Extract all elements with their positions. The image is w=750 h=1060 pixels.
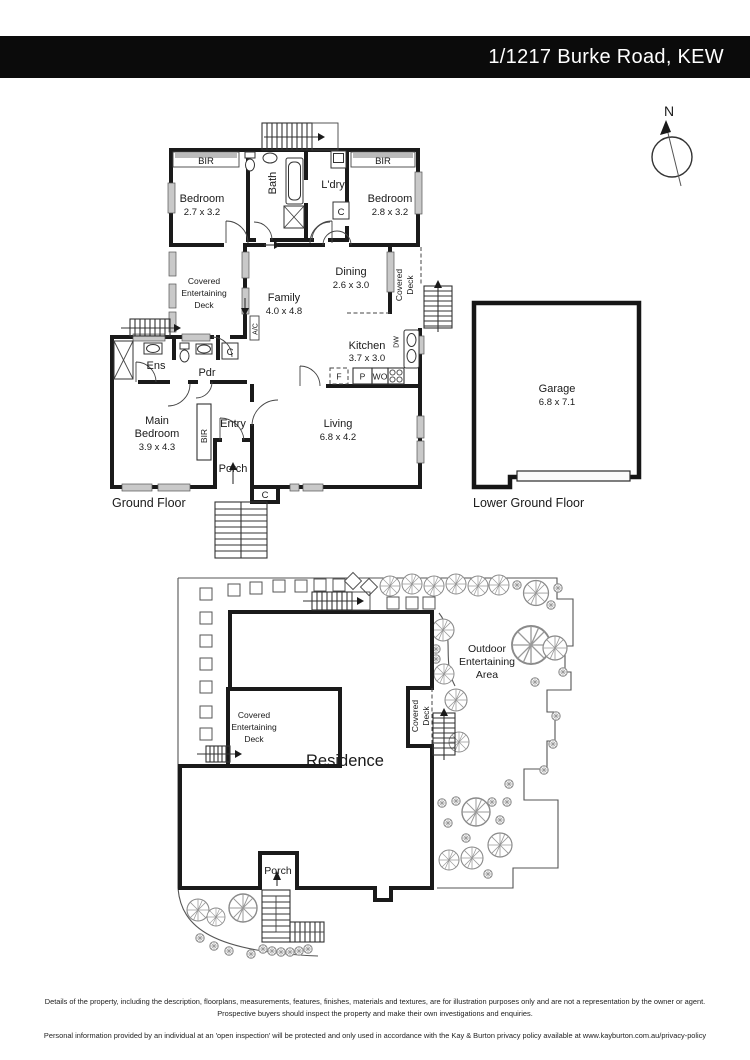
- label-site-deck-2: Entertaining: [231, 722, 277, 732]
- label-garage-dims: 6.8 x 7.1: [538, 397, 576, 408]
- label-ens: Ens: [146, 360, 166, 372]
- label-main-bed-2: Bedroom: [134, 428, 180, 440]
- lower-ground-floor-plan: [473, 303, 639, 510]
- compass: [652, 103, 692, 186]
- label-family: Family: [267, 292, 301, 304]
- label-wall-oven: WO: [372, 371, 388, 382]
- page-title: 1/1217 Burke Road, KEW: [488, 45, 724, 68]
- gf-deck-stairs-right: [421, 247, 452, 332]
- label-bedroom-left: Bedroom: [179, 193, 225, 205]
- label-dining-dims: 2.6 x 3.0: [332, 280, 370, 291]
- gf-top-stairs: [262, 123, 338, 150]
- label-dining: Dining: [335, 266, 367, 278]
- label-outdoor-1: Outdoor: [468, 643, 506, 655]
- label-ac: A/C: [252, 323, 260, 335]
- ground-floor-title: Ground Floor: [112, 496, 186, 510]
- label-covered-deck-2: Deck: [405, 275, 415, 295]
- gf-flow-arrows: [226, 241, 281, 484]
- ground-floor-plan: [112, 123, 452, 558]
- site-plan: [178, 573, 573, 959]
- garage-door: [517, 471, 630, 481]
- label-closet-bottom: C: [261, 490, 269, 501]
- label-bath: Bath: [267, 171, 279, 195]
- label-bedroom-left-dims: 2.7 x 3.2: [183, 207, 221, 218]
- label-living-dims: 6.8 x 4.2: [319, 432, 357, 443]
- label-laundry: L'dry: [321, 179, 345, 191]
- label-site-covered-deck-1: Covered: [410, 699, 420, 733]
- label-pdr: Pdr: [198, 367, 216, 379]
- label-residence: Residence: [306, 752, 384, 770]
- site-top-stairs: [303, 592, 370, 610]
- label-fridge: F: [336, 371, 342, 382]
- label-deck-line2: Entertaining: [181, 288, 227, 298]
- label-deck-line1: Covered: [187, 276, 221, 286]
- lower-ground-floor-title: Lower Ground Floor: [473, 496, 585, 510]
- gf-porch-stairs: [215, 502, 267, 558]
- label-site-covered-deck-2: Deck: [421, 706, 431, 726]
- label-kitchen: Kitchen: [348, 340, 386, 352]
- label-outdoor-2: Entertaining: [458, 656, 516, 668]
- label-dw: DW: [393, 336, 401, 348]
- label-bir-main: BIR: [199, 428, 209, 444]
- label-main-bed-1: Main: [145, 415, 169, 427]
- label-outdoor-3: Area: [475, 669, 499, 681]
- label-site-deck-3: Deck: [244, 734, 264, 744]
- label-site-deck-1: Covered: [237, 710, 271, 720]
- compass-north-label: N: [663, 103, 675, 119]
- label-porch-gf: Porch: [218, 463, 248, 475]
- label-bedroom-right: Bedroom: [367, 193, 413, 205]
- label-pantry: P: [359, 371, 366, 382]
- label-garage: Garage: [538, 383, 576, 395]
- label-living: Living: [323, 418, 353, 430]
- footer-privacy: Personal information provided by an individual at an 'open inspection' will be protected and only used in accordance with the Kay & Burton privacy policy available at www.kayburton.com.au/privacy-policy: [43, 1031, 707, 1040]
- label-closet-top: C: [337, 207, 345, 218]
- gf-labels: [112, 156, 415, 510]
- site-deck-stairs-right: [433, 708, 455, 760]
- garage-walls: [474, 303, 639, 487]
- label-entry: Entry: [220, 418, 246, 430]
- label-family-dims: 4.0 x 4.8: [265, 306, 303, 317]
- label-deck-line3: Deck: [194, 300, 214, 310]
- label-kitchen-dims: 3.7 x 3.0: [348, 353, 386, 364]
- site-porch-stairs: [262, 871, 324, 942]
- compass-arrowhead-icon: [660, 120, 671, 135]
- footer-disclaimer: Details of the property, including the description, floorplans, measurements, features, finishes, materials and textures, are for illustration purposes only and are not a representation by the owner or agent. Prospective buyers should inspect the property and make their own investigations and enquiries.: [44, 997, 706, 1018]
- label-closet-mid: C: [226, 347, 234, 358]
- label-bedroom-right-dims: 2.8 x 3.2: [371, 207, 409, 218]
- label-covered-deck-1: Covered: [394, 268, 404, 302]
- label-main-bed-dims: 3.9 x 4.3: [138, 442, 176, 453]
- label-bir-left: BIR: [198, 156, 214, 167]
- label-site-porch: Porch: [264, 865, 292, 877]
- compass-circle: [652, 137, 692, 177]
- label-bir-right: BIR: [375, 156, 391, 167]
